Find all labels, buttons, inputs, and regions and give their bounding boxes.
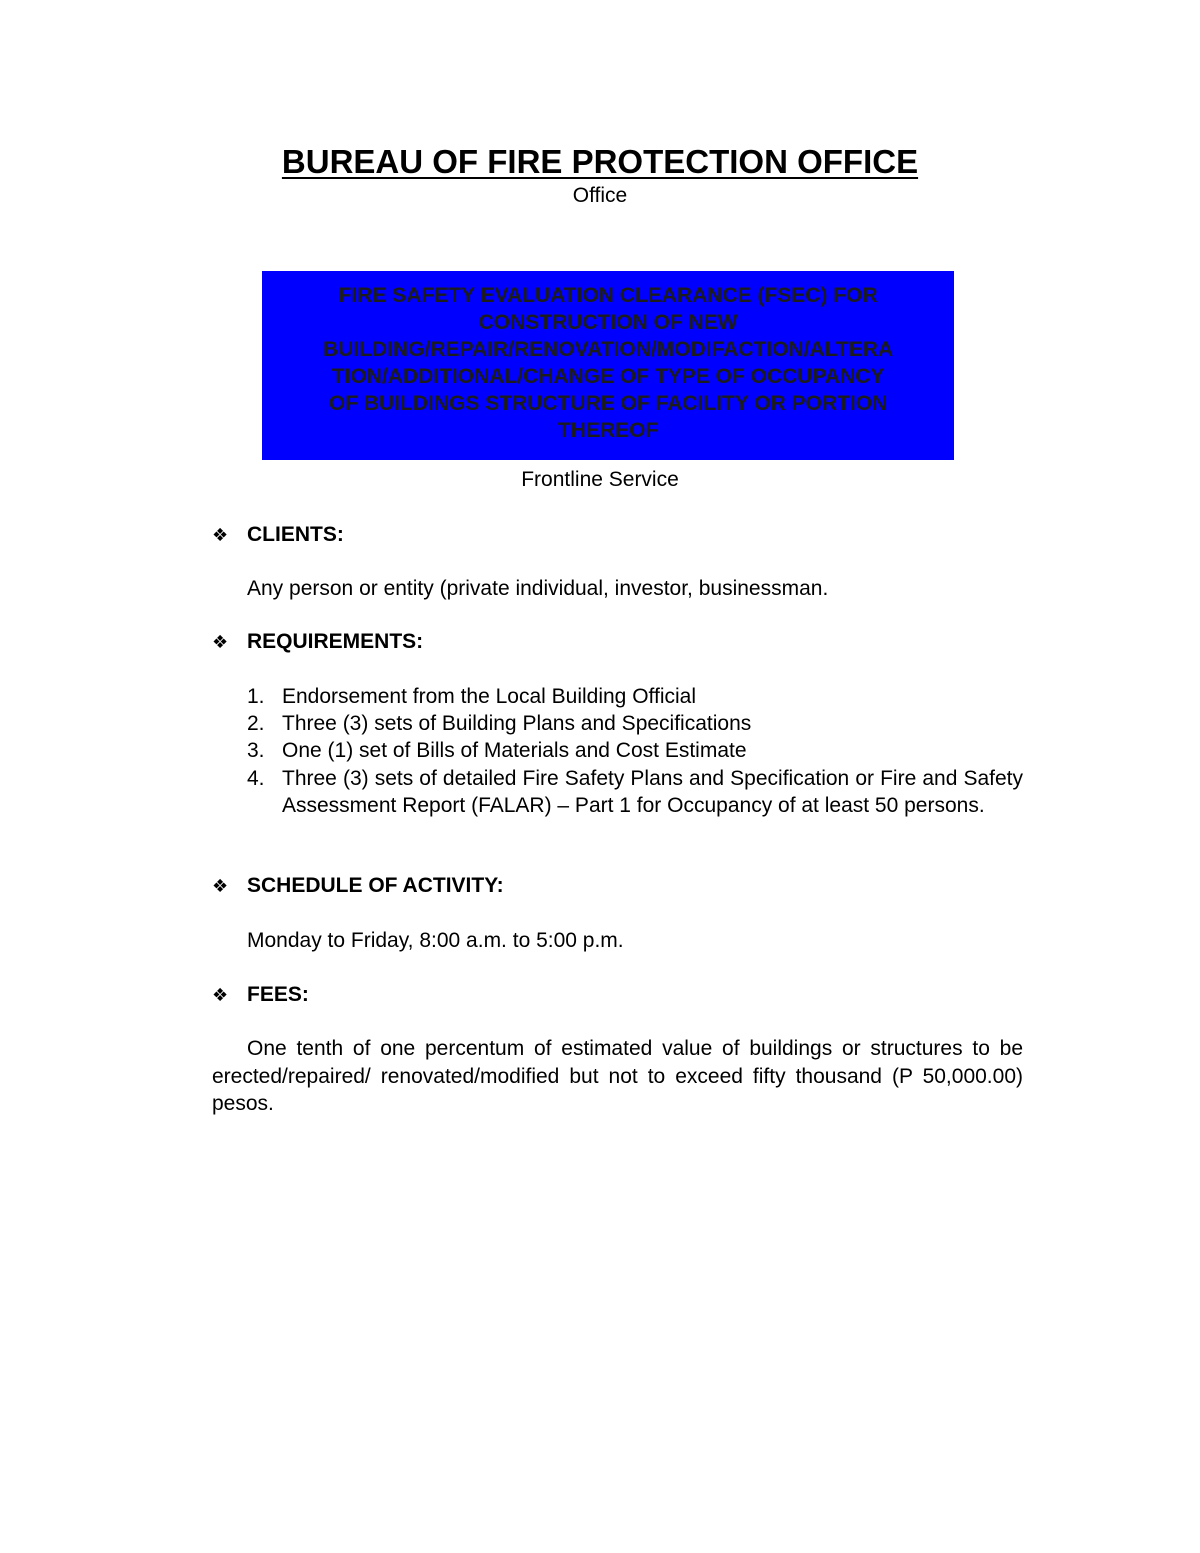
requirements-list — [247, 683, 1023, 819]
list-item-number: 3. — [247, 739, 265, 763]
service-title-line: TION/ADDITIONAL/CHANGE OF TYPE OF OCCUPANCY — [331, 365, 885, 388]
fees-text: One tenth of one percentum of estimated value of buildings or structures to be erected/repaired/ renovated/modified but not to exceed fifty thousand (P 50,000.00) pesos. — [212, 1037, 1023, 1115]
list-item-number: 1. — [247, 685, 265, 708]
section-heading-label: CLIENTS: — [247, 523, 344, 546]
page-title: BUREAU OF FIRE PROTECTION OFFICE — [281, 143, 919, 180]
list-item-number: 2. — [247, 712, 265, 736]
list-item — [247, 765, 1023, 819]
section-heading-clients — [212, 521, 344, 549]
service-title-line: OF BUILDINGS STRUCTURE OF FACILITY OR PORTION — [328, 392, 888, 415]
section-heading-requirements — [212, 628, 423, 656]
list-item-text: Endorsement from the Local Building Official — [282, 685, 696, 708]
schedule-text: Monday to Friday, 8:00 a.m. to 5:00 p.m. — [247, 929, 624, 952]
service-title-box — [262, 271, 954, 460]
list-item — [247, 710, 1023, 737]
list-item-text: Three (3) sets of detailed Fire Safety Plans and Specification or Fire and Safety Assessment Report (FALAR) – Part 1 for Occupancy of at least 50 persons. — [282, 766, 1023, 817]
diamond-bullet-icon: ❖ — [212, 632, 229, 652]
section-heading-label: SCHEDULE OF ACTIVITY: — [247, 874, 504, 897]
diamond-bullet-icon: ❖ — [212, 525, 229, 545]
section-heading-label: REQUIREMENTS: — [247, 630, 424, 653]
section-heading-fees — [212, 981, 309, 1009]
service-type-label: Frontline Service — [521, 468, 679, 491]
service-title-line: CONSTRUCTION OF NEW — [478, 311, 738, 334]
service-title-line: THEREOF — [557, 419, 659, 442]
clients-text: Any person or entity (private individual, investor, businessman. — [247, 577, 829, 600]
diamond-bullet-icon: ❖ — [212, 985, 229, 1005]
list-item-number: 4. — [247, 766, 265, 790]
list-item-text: Three (3) sets of Building Plans and Specifications — [282, 712, 752, 736]
page-subtitle: Office — [572, 184, 628, 207]
list-item — [247, 683, 1023, 710]
list-item-text: One (1) set of Bills of Materials and Cost Estimate — [282, 739, 747, 763]
service-title-line: BUILDING/REPAIR/RENOVATION/MODIFACTION/ALTERA — [322, 338, 894, 361]
section-heading-schedule — [212, 872, 504, 900]
section-heading-label: FEES: — [247, 983, 309, 1006]
diamond-bullet-icon: ❖ — [212, 876, 229, 896]
service-title-line: FIRE SAFETY EVALUATION CLEARANCE (FSEC) FOR — [338, 284, 878, 307]
list-item — [247, 737, 1023, 764]
